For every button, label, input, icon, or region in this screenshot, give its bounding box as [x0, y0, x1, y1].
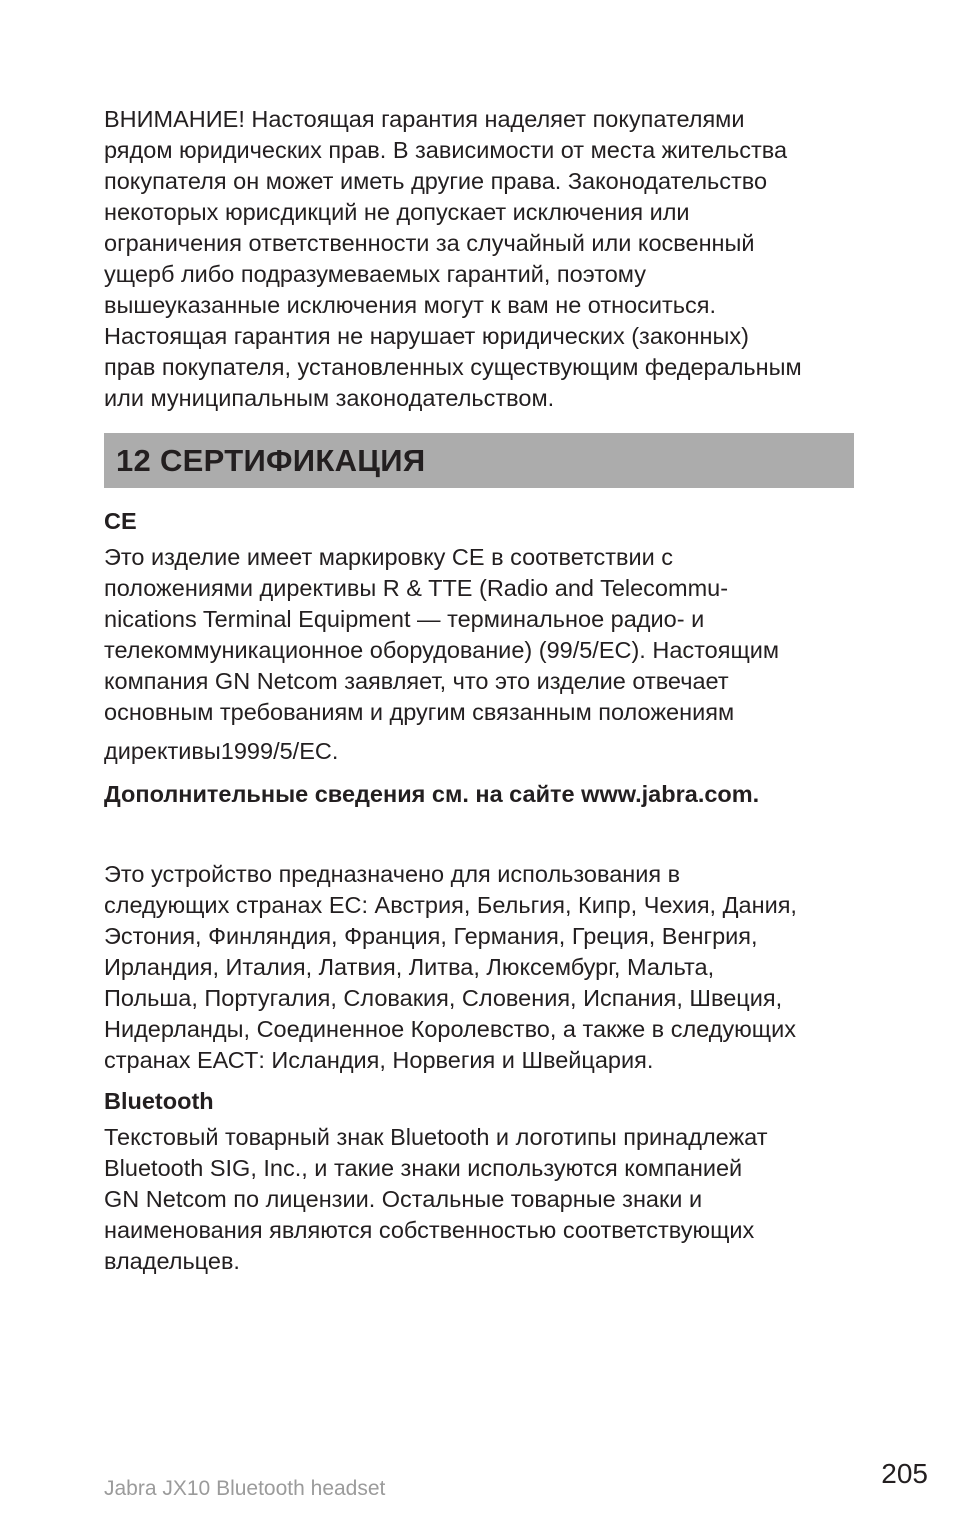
text-line: прав покупателя, установленных существующим федеральным — [104, 354, 802, 380]
text-line: Нидерланды, Соединенное Королевство, а также в следующих — [104, 1016, 797, 1042]
text-line: вышеуказанные исключения могут к вам не относиться. — [104, 292, 717, 318]
text-line: Ирландия, Италия, Латвия, Литва, Люксембург, Мальта, — [104, 954, 715, 980]
page-content — [104, 104, 854, 1277]
ce-heading: CE — [104, 508, 137, 534]
ce-directive-line: директивы1999/5/EC. — [104, 738, 339, 764]
text-line: ВНИМАНИЕ! Настоящая гарантия наделяет покупателями — [104, 106, 745, 132]
bluetooth-heading: Bluetooth — [104, 1088, 214, 1114]
bluetooth-paragraph — [104, 1122, 854, 1277]
section-title: 12 СЕРТИФИКАЦИЯ — [116, 442, 426, 478]
text-line: Это устройство предназначено для использования в — [104, 861, 681, 887]
text-line: Настоящая гарантия не нарушает юридических (законных) — [104, 323, 749, 349]
page-number: 205 — [881, 1458, 928, 1489]
text-line: Bluetooth SIG, Inc., и такие знаки используются компанией — [104, 1155, 743, 1181]
text-line: или муниципальным законодательством. — [104, 385, 555, 411]
text-line: nications Terminal Equipment — терминальное радио- и — [104, 606, 705, 632]
section-header-bar — [104, 433, 854, 488]
more-info-note: Дополнительные сведения см. на сайте www.jabra.com. — [104, 781, 760, 807]
text-line: ущерб либо подразумеваемых гарантий, поэтому — [104, 261, 646, 287]
text-line: рядом юридических прав. В зависимости от места жительства — [104, 137, 788, 163]
text-line: Текстовый товарный знак Bluetooth и логотипы принадлежат — [104, 1124, 768, 1150]
text-line: Эстония, Финляндия, Франция, Германия, Греция, Венгрия, — [104, 923, 758, 949]
text-line: некоторых юрисдикций не допускает исключения или — [104, 199, 690, 225]
text-line: владельцев. — [104, 1248, 240, 1274]
text-line: наименования являются собственностью соответствующих — [104, 1217, 755, 1243]
text-line: телекоммуникационное оборудование) (99/5/EC). Настоящим — [104, 637, 780, 663]
text-line: положениями директивы R & TTE (Radio and Telecommu- — [104, 575, 729, 601]
text-line: основным требованиям и другим связанным положениям — [104, 699, 735, 725]
footer-product-title: Jabra JX10 Bluetooth headset — [104, 1477, 386, 1500]
text-line: Это изделие имеет маркировку CE в соответствии с — [104, 544, 674, 570]
text-line: ограничения ответственности за случайный или косвенный — [104, 230, 755, 256]
countries-paragraph — [104, 859, 854, 1076]
text-line: GN Netcom по лицензии. Остальные товарные знаки и — [104, 1186, 703, 1212]
text-line: странах ЕАСТ: Исландия, Норвегия и Швейцария. — [104, 1047, 654, 1073]
warranty-paragraph — [104, 104, 854, 414]
text-line: следующих странах ЕС: Австрия, Бельгия, Кипр, Чехия, Дания, — [104, 892, 797, 918]
text-line: покупателя он может иметь другие права. Законодательство — [104, 168, 768, 194]
text-line: компания GN Netcom заявляет, что это изделие отвечает — [104, 668, 729, 694]
ce-paragraph — [104, 542, 854, 728]
text-line: Польша, Португалия, Словакия, Словения, Испания, Швеция, — [104, 985, 783, 1011]
